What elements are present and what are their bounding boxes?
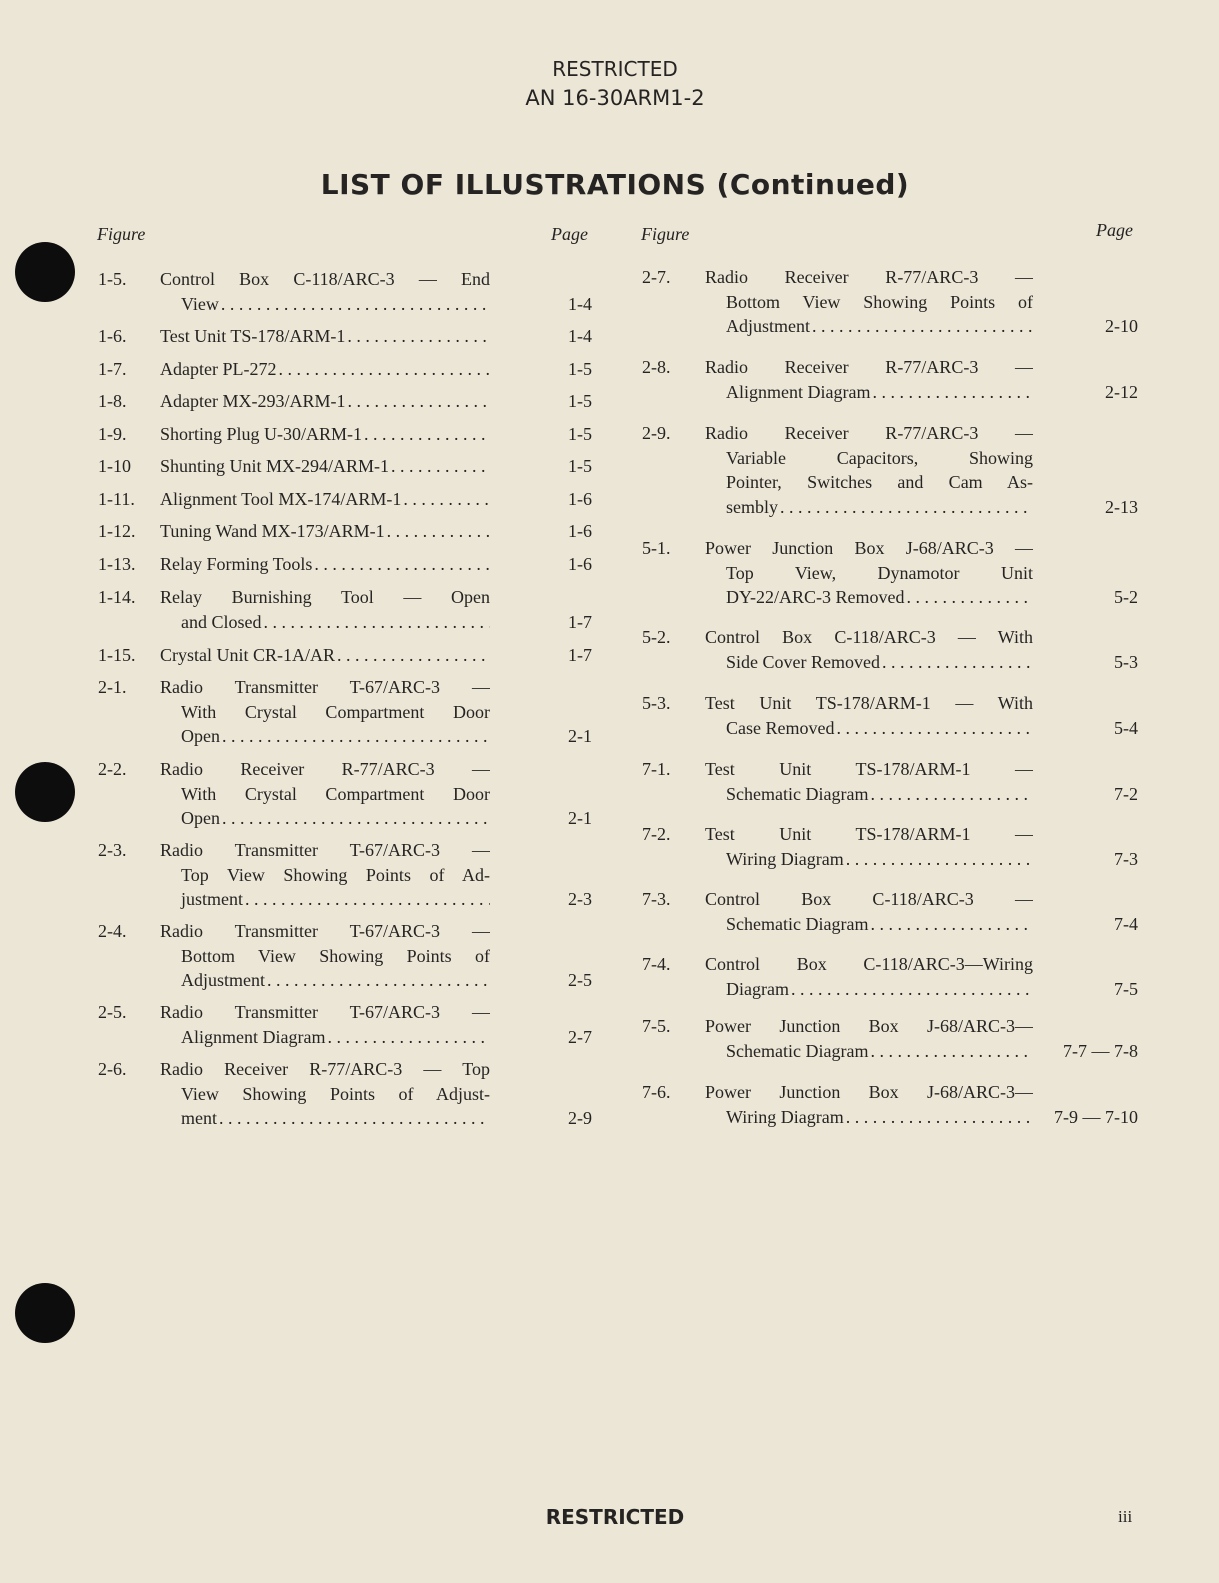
figure-number: 1-12.: [98, 521, 136, 541]
figure-title-text: Test Unit TS-178/ARM-1 — With: [705, 693, 1033, 713]
figure-title-last-line: [160, 487, 490, 512]
figure-title-line: [160, 1082, 490, 1107]
dot-leader: [337, 643, 490, 668]
page-reference: 7-9 — 7-10: [1054, 1106, 1138, 1127]
figure-title-text: Radio Transmitter T-67/ARC-3 —: [160, 921, 490, 941]
figure-title-text: Radio Receiver R-77/ARC-3 —: [705, 267, 1033, 287]
figure-title-text: Shunting Unit MX-294/ARM-1: [160, 456, 390, 476]
dot-leader: [836, 716, 1033, 741]
figure-title-line: [160, 1000, 490, 1025]
figure-title-last-line: [705, 1105, 1033, 1130]
dot-leader: [870, 782, 1033, 807]
figure-title-text: Variable Capacitors, Showing: [726, 447, 1033, 468]
dot-leader: [872, 380, 1033, 405]
page-reference: 1-5: [568, 391, 592, 411]
figure-title-last-line: [160, 454, 490, 479]
figure-title-text: Bottom View Showing Points of: [726, 291, 1033, 312]
document-number: AN 16-30ARM1-2: [525, 86, 705, 110]
figure-title-text: and Closed: [181, 611, 262, 632]
figure-title-last-line: [160, 610, 490, 635]
punch-hole: [15, 762, 75, 822]
page-reference: 7-4: [1114, 913, 1138, 934]
page-reference: 1-5: [568, 424, 592, 444]
figure-title-last-line: [705, 314, 1033, 339]
figure-title-text: Tuning Wand MX-173/ARM-1: [160, 521, 385, 541]
figure-title-last-line: [160, 519, 490, 544]
figure-title-text: Bottom View Showing Points of: [181, 945, 490, 966]
page-reference: 2-13: [1105, 496, 1138, 517]
figure-number: 1-14.: [98, 587, 136, 607]
figure-title-text: Case Removed: [726, 717, 835, 738]
figure-title-line: [160, 757, 490, 782]
figure-title-line: [160, 838, 490, 863]
figure-title-text: Control Box C-118/ARC-3—Wiring: [705, 954, 1033, 974]
figure-title-text: Radio Transmitter T-67/ARC-3 —: [160, 1002, 490, 1022]
dot-leader: [364, 422, 490, 447]
dot-leader: [222, 806, 490, 831]
figure-title-text: Radio Receiver R-77/ARC-3 — Top: [160, 1059, 490, 1079]
page-reference: 2-3: [568, 889, 592, 910]
figure-title-text: Pointer, Switches and Cam As-: [726, 472, 1033, 493]
page-reference: 1-5: [568, 359, 592, 379]
figure-title-line: [705, 446, 1033, 471]
figure-title-text: View Showing Points of Adjust-: [181, 1083, 490, 1104]
figure-title-text: sembly: [726, 496, 778, 517]
figure-title-line: [160, 267, 490, 292]
figure-number: 1-8.: [98, 391, 127, 411]
figure-title-text: Schematic Diagram: [726, 913, 869, 934]
figure-number: 1-11.: [98, 489, 135, 509]
figure-title-text: Test Unit TS-178/ARM-1: [160, 326, 346, 346]
figure-title-last-line: [160, 724, 490, 749]
figure-title-text: Power Junction Box J-68/ARC-3—: [705, 1082, 1033, 1102]
dot-leader: [870, 912, 1033, 937]
figure-number: 1-15.: [98, 645, 136, 665]
dot-leader: [221, 292, 490, 317]
figure-title-last-line: [705, 380, 1033, 405]
page-number: iii: [1118, 1507, 1133, 1526]
figure-title-line: [705, 536, 1033, 561]
figure-title-text: View: [181, 293, 219, 314]
figure-title-text: Power Junction Box J-68/ARC-3 —: [705, 538, 1033, 558]
page-reference: 2-7: [568, 1026, 592, 1047]
figure-number: 5-3.: [642, 693, 671, 713]
figure-title-last-line: [160, 357, 490, 382]
column-header-figure: Figure: [97, 224, 146, 244]
figure-title-text: Adapter MX-293/ARM-1: [160, 391, 346, 411]
figure-title-last-line: [160, 552, 490, 577]
figure-number: 7-6.: [642, 1082, 671, 1102]
dot-leader: [391, 454, 490, 479]
figure-title-line: [705, 561, 1033, 586]
figure-title-text: ment: [181, 1108, 217, 1129]
dot-leader: [347, 389, 490, 414]
page-reference: 2-1: [568, 726, 592, 747]
page-reference: 1-7: [568, 611, 592, 632]
figure-number: 7-4.: [642, 954, 671, 974]
figure-title-text: Adjustment: [181, 970, 265, 991]
figure-number: 2-9.: [642, 423, 671, 443]
dot-leader: [812, 314, 1033, 339]
figure-number: 1-5.: [98, 269, 127, 289]
figure-title-text: Test Unit TS-178/ARM-1 —: [705, 824, 1033, 844]
dot-leader: [314, 552, 490, 577]
figure-number: 2-3.: [98, 840, 127, 860]
figure-title-last-line: [160, 292, 490, 317]
page-reference: 5-2: [1114, 587, 1138, 608]
dot-leader: [264, 610, 491, 635]
page-reference: 2-5: [568, 970, 592, 991]
page-reference: 1-6: [568, 521, 592, 541]
page-reference: 7-5: [1114, 978, 1138, 999]
figure-title-text: Test Unit TS-178/ARM-1 —: [705, 759, 1033, 779]
figure-title-line: [160, 863, 490, 888]
figure-title-text: Power Junction Box J-68/ARC-3—: [705, 1016, 1033, 1036]
page-reference: 1-4: [568, 326, 592, 346]
figure-title-last-line: [705, 585, 1033, 610]
figure-title-text: Control Box C-118/ARC-3 — End: [160, 269, 490, 289]
figure-title-line: [705, 952, 1033, 977]
restricted-marking-bottom: RESTRICTED: [545, 1505, 685, 1529]
figure-title-text: Open: [181, 726, 220, 747]
figure-title-last-line: [160, 968, 490, 993]
figure-title-last-line: [705, 495, 1033, 520]
figure-title-line: [705, 265, 1033, 290]
figure-number: 7-5.: [642, 1016, 671, 1036]
figure-title-last-line: [160, 887, 490, 912]
figure-title-last-line: [160, 389, 490, 414]
figure-title-line: [705, 470, 1033, 495]
figure-title-last-line: [705, 1039, 1033, 1064]
figure-title-last-line: [160, 806, 490, 831]
figure-title-text: justment: [181, 889, 243, 910]
figure-number: 5-2.: [642, 627, 671, 647]
page-reference: 1-6: [568, 554, 592, 574]
dot-leader: [907, 585, 1034, 610]
page-reference: 7-2: [1114, 783, 1138, 804]
figure-title-last-line: [160, 643, 490, 668]
dot-leader: [387, 519, 490, 544]
figure-title-line: [705, 691, 1033, 716]
column-header-page: Page: [1096, 220, 1133, 240]
figure-title-text: Adjustment: [726, 316, 810, 337]
figure-title-text: Schematic Diagram: [726, 1040, 869, 1061]
figure-title-line: [705, 1080, 1033, 1105]
figure-title-last-line: [705, 782, 1033, 807]
column-header-figure: Figure: [641, 224, 690, 244]
figure-title-line: [705, 887, 1033, 912]
figure-title-last-line: [160, 422, 490, 447]
dot-leader: [278, 357, 490, 382]
figure-title-last-line: [705, 716, 1033, 741]
figure-title-text: Top View, Dynamotor Unit: [726, 562, 1033, 583]
figure-number: 7-3.: [642, 889, 671, 909]
figure-title-line: [705, 1014, 1033, 1039]
figure-number: 1-10: [98, 456, 131, 476]
figure-title-line: [160, 919, 490, 944]
page-reference: 1-4: [568, 293, 592, 314]
figure-title-text: Radio Receiver R-77/ARC-3 —: [705, 423, 1033, 443]
figure-number: 7-2.: [642, 824, 671, 844]
figure-title-text: With Crystal Compartment Door: [181, 783, 490, 804]
dot-leader: [870, 1039, 1033, 1064]
column-header-page: Page: [551, 224, 588, 244]
figure-number: 2-5.: [98, 1002, 127, 1022]
figure-title-line: [160, 944, 490, 969]
page-reference: 7-7 — 7-8: [1063, 1040, 1138, 1061]
figure-title-text: Alignment Tool MX-174/ARM-1: [160, 489, 402, 509]
dot-leader: [347, 324, 490, 349]
page-reference: 2-9: [568, 1108, 592, 1129]
figure-number: 2-8.: [642, 357, 671, 377]
figure-title-line: [705, 822, 1033, 847]
figure-title-text: Side Cover Removed: [726, 651, 880, 672]
dot-leader: [791, 977, 1033, 1002]
figure-title-text: Adapter PL-272: [160, 359, 277, 379]
figure-number: 1-13.: [98, 554, 136, 574]
figure-title-text: Crystal Unit CR-1A/AR: [160, 645, 336, 665]
figure-number: 1-9.: [98, 424, 127, 444]
figure-title-last-line: [160, 1106, 490, 1131]
figure-number: 2-1.: [98, 677, 127, 697]
page-reference: 2-12: [1105, 381, 1138, 402]
page-reference: 5-4: [1114, 717, 1138, 738]
figure-title-text: Relay Burnishing Tool — Open: [160, 587, 490, 607]
figure-title-last-line: [160, 324, 490, 349]
page-reference: 2-1: [568, 808, 592, 829]
figure-title-text: Alignment Diagram: [181, 1026, 326, 1047]
figure-number: 2-6.: [98, 1059, 127, 1079]
figure-title-last-line: [705, 847, 1033, 872]
page-reference: 7-3: [1114, 848, 1138, 869]
dot-leader: [267, 968, 490, 993]
figure-number: 2-7.: [642, 267, 671, 287]
page-reference: 2-10: [1105, 316, 1138, 337]
figure-title-text: With Crystal Compartment Door: [181, 701, 490, 722]
figure-title-text: Radio Receiver R-77/ARC-3 —: [705, 357, 1033, 377]
figure-title-last-line: [705, 650, 1033, 675]
figure-number: 7-1.: [642, 759, 671, 779]
figure-title-line: [160, 585, 490, 610]
dot-leader: [327, 1025, 490, 1050]
figure-title-line: [160, 1057, 490, 1082]
figure-title-last-line: [160, 1025, 490, 1050]
figure-title-text: Wiring Diagram: [726, 848, 844, 869]
figure-title-text: DY-22/ARC-3 Removed: [726, 587, 905, 608]
figure-number: 1-7.: [98, 359, 127, 379]
restricted-marking-top: RESTRICTED: [552, 57, 678, 81]
figure-title-text: Diagram: [726, 978, 789, 999]
figure-title-text: Radio Transmitter T-67/ARC-3 —: [160, 677, 490, 697]
figure-title-text: Radio Transmitter T-67/ARC-3 —: [160, 840, 490, 860]
page-title: LIST OF ILLUSTRATIONS (Continued): [320, 168, 910, 201]
figure-title-text: Schematic Diagram: [726, 783, 869, 804]
figure-title-line: [705, 290, 1033, 315]
figure-title-line: [160, 700, 490, 725]
page-reference: 1-6: [568, 489, 592, 509]
page-reference: 1-7: [568, 645, 592, 665]
figure-number: 1-6.: [98, 326, 127, 346]
figure-number: 2-2.: [98, 759, 127, 779]
dot-leader: [219, 1106, 490, 1131]
punch-hole: [15, 1283, 75, 1343]
figure-title-text: Relay Forming Tools: [160, 554, 313, 574]
figure-title-text: Alignment Diagram: [726, 381, 871, 402]
figure-title-last-line: [705, 912, 1033, 937]
punch-hole: [15, 242, 75, 302]
dot-leader: [403, 487, 490, 512]
dot-leader: [222, 724, 490, 749]
figure-title-text: Wiring Diagram: [726, 1106, 844, 1127]
figure-title-line: [160, 782, 490, 807]
figure-title-line: [705, 355, 1033, 380]
dot-leader: [780, 495, 1033, 520]
figure-title-text: Open: [181, 808, 220, 829]
figure-title-line: [705, 625, 1033, 650]
page-reference: 5-3: [1114, 651, 1138, 672]
figure-title-text: Top View Showing Points of Ad-: [181, 864, 490, 885]
figure-number: 5-1.: [642, 538, 671, 558]
dot-leader: [846, 847, 1033, 872]
figure-title-text: Control Box C-118/ARC-3 — With: [705, 627, 1033, 647]
figure-number: 2-4.: [98, 921, 127, 941]
figure-title-text: Shorting Plug U-30/ARM-1: [160, 424, 363, 444]
figure-title-line: [705, 421, 1033, 446]
figure-title-line: [705, 757, 1033, 782]
dot-leader: [882, 650, 1033, 675]
figure-title-text: Control Box C-118/ARC-3 —: [705, 889, 1033, 909]
page-reference: 1-5: [568, 456, 592, 476]
figure-title-text: Radio Receiver R-77/ARC-3 —: [160, 759, 490, 779]
dot-leader: [245, 887, 490, 912]
figure-title-last-line: [705, 977, 1033, 1002]
figure-title-line: [160, 675, 490, 700]
dot-leader: [846, 1105, 1033, 1130]
